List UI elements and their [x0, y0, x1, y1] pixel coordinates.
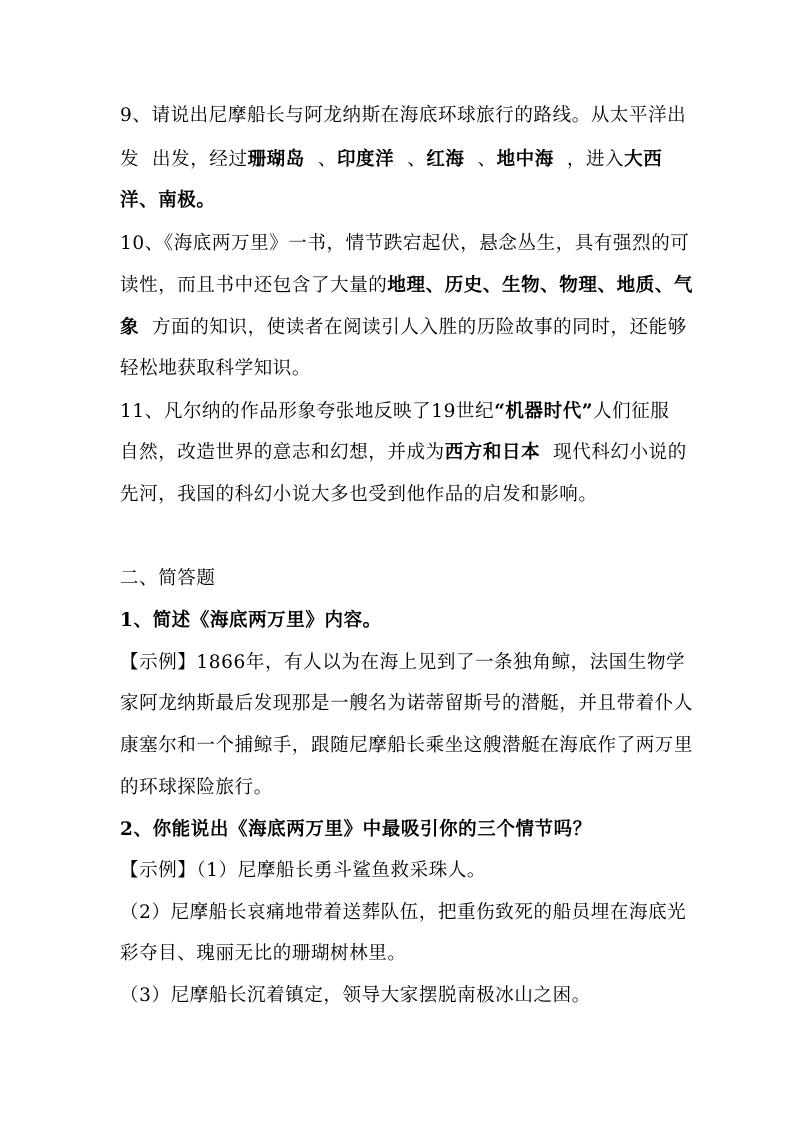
answer-text: 家阿龙纳斯最后发现那是一艘名为诺蒂留斯号的潜艇，并且带着仆人 [120, 693, 694, 714]
answer-text: （2）尼摩船长哀痛地带着送葬队伍，把重伤致死的船员埋在海底光 [120, 902, 687, 923]
q9-line-1 [120, 104, 686, 128]
answer-text: 的环球探险旅行。 [120, 777, 273, 798]
q11-text: 11、凡尔纳的作品形象夸张地反映了19世纪 [120, 401, 495, 422]
q11-answer: 西方和日本 [444, 442, 541, 463]
q9-text: 发 出发，经过 [120, 149, 248, 170]
answer-text: 【示例】（1）尼摩船长勇斗鲨鱼救采珠人。 [120, 860, 487, 881]
question-title: 1、简述《海底两万里》内容。 [120, 610, 382, 631]
sa-q2-answer-line-2 [120, 901, 686, 925]
q9-text: ，进入 [553, 149, 625, 170]
q11-text: 现代科幻小说的 [540, 442, 687, 463]
q10-answer: 地理、历史、生物、物理、地质、气 [387, 275, 694, 296]
q9-answer: 洋、南极。 [120, 190, 216, 211]
q10-line-4 [120, 357, 311, 381]
answer-text: （3）尼摩船长沉着镇定，领导大家摆脱南极冰山之困。 [120, 985, 591, 1006]
q9-line-2 [120, 148, 662, 172]
answer-text: 【示例】1866年，有人以为在海上见到了一条独角鲸，法国生物学 [120, 652, 686, 673]
q10-line-2 [120, 274, 693, 298]
q11-text: 人们征服 [593, 401, 670, 422]
sa-q1-answer-line-4 [120, 776, 273, 800]
q9-answer: 珊瑚岛 [247, 149, 305, 170]
q10-text: 方面的知识，使读者在阅读引人入胜的历险故事的同时，还能够 [139, 317, 687, 338]
q10-answer: 象 [120, 317, 140, 338]
q10-line-1 [120, 232, 689, 256]
q11-text: 先河，我国的科幻小说大多也受到他作品的启发和影响。 [120, 484, 598, 505]
q9-text: 、 [304, 149, 337, 170]
sa-q2-answer-line-1 [120, 859, 486, 883]
answer-text: 康塞尔和一个捕鲸手，跟随尼摩船长乘坐这艘潜艇在海底作了两万里 [120, 735, 694, 756]
q9-text: 9、请说出尼摩船长与阿龙纳斯在海底环球旅行的路线。从太平洋出 [120, 105, 687, 126]
q11-line-3 [120, 483, 598, 507]
answer-text: 彩夺目、瑰丽无比的珊瑚树林里。 [120, 943, 407, 964]
sa-q2-answer-line-3 [120, 942, 407, 966]
sa-q1-answer-line-2 [120, 692, 693, 716]
q10-line-3 [120, 316, 687, 340]
q11-text: 自然，改造世界的意志和幻想，并成为 [120, 442, 445, 463]
q9-answer: 地中海 [496, 149, 554, 170]
sa-q2-title [120, 818, 592, 842]
q11-answer: “机器时代” [494, 401, 594, 422]
q10-text: 轻松地获取科学知识。 [120, 358, 312, 379]
sa-q1-title [120, 609, 382, 633]
q9-text: 、 [394, 149, 427, 170]
q9-answer: 大西 [624, 149, 663, 170]
q10-text: 读性，而且书中还包含了大量的 [120, 275, 388, 296]
question-title: 2、你能说出《海底两万里》中最吸引你的三个情节吗？ [120, 819, 592, 840]
q11-line-2 [120, 441, 687, 465]
sa-q1-answer-line-3 [120, 734, 693, 758]
section-title [120, 567, 216, 591]
section-title-text: 二、简答题 [120, 568, 216, 589]
q9-line-3 [120, 189, 216, 213]
sa-q2-answer-line-4 [120, 984, 591, 1008]
q11-line-1 [120, 400, 669, 424]
q9-text: 、 [464, 149, 497, 170]
q9-answer: 红海 [426, 149, 465, 170]
sa-q1-answer-line-1 [120, 651, 685, 675]
q10-text: 10、《海底两万里》一书，情节跌宕起伏，悬念丛生，具有强烈的可 [120, 233, 690, 254]
q9-answer: 印度洋 [336, 149, 395, 170]
